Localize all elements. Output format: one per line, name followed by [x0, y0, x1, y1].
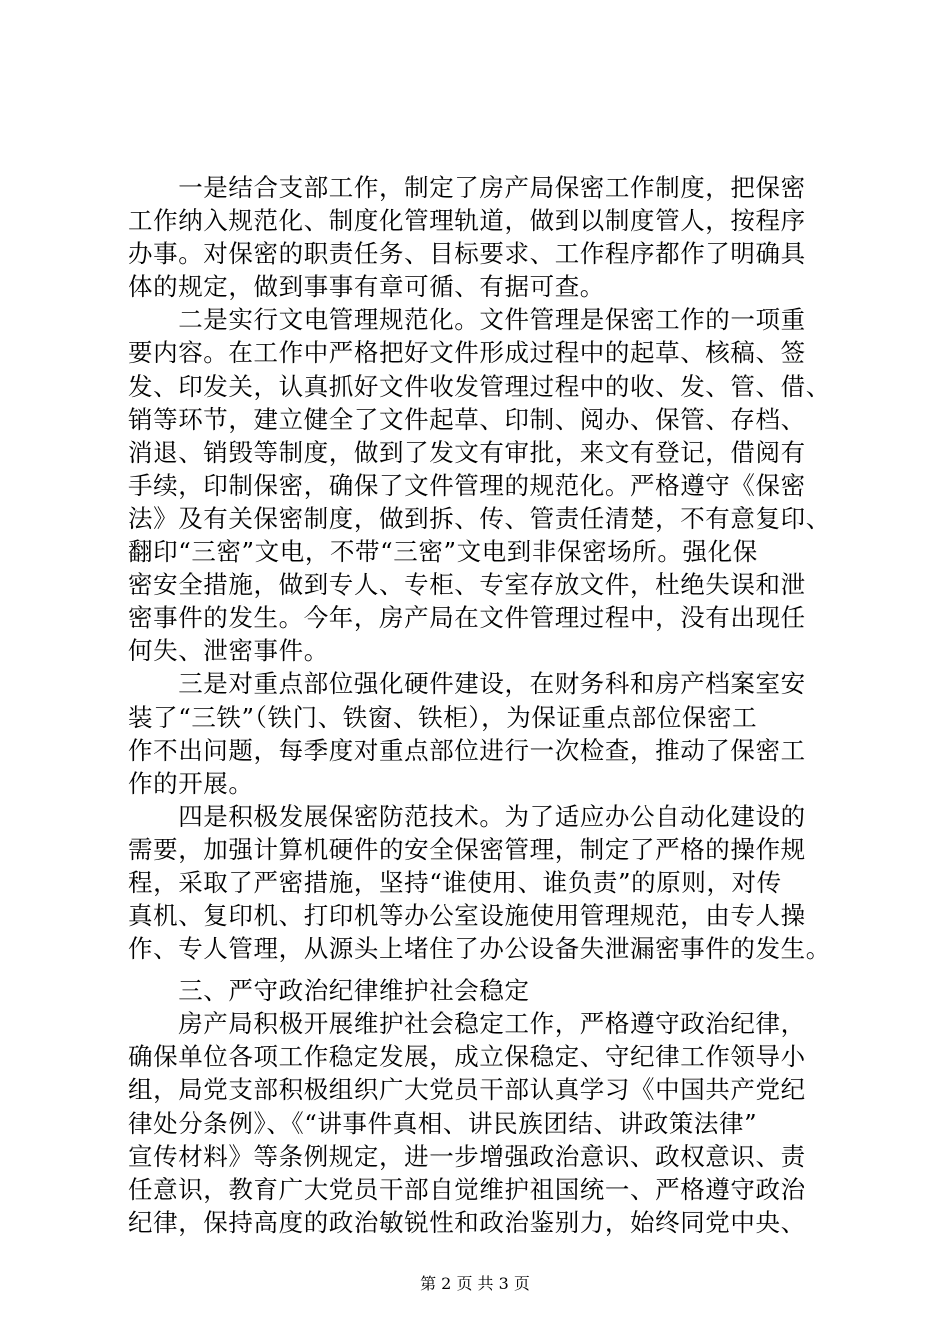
text-line: 真机、复印机、打印机等办公室设施使用管理规范，由专人操	[128, 901, 806, 931]
text-line: 需要，加强计算机硬件的安全保密管理，制定了严格的操作规	[128, 834, 806, 864]
text-line: 办事。对保密的职责任务、目标要求、工作程序都作了明确具	[128, 239, 806, 269]
text-line: 手续，印制保密，确保了文件管理的规范化。严格遵守《保密	[128, 470, 806, 500]
text-line: 密安全措施，做到专人、专柜、专室存放文件，杜绝失误和泄	[128, 570, 806, 600]
text-line: 工作纳入规范化、制度化管理轨道，做到以制度管人，按程序	[128, 206, 806, 236]
text-line: 作不出问题，每季度对重点部位进行一次检查，推动了保密工	[128, 735, 806, 765]
text-line: 装了“三铁”（铁门、铁窗、铁柜），为保证重点部位保密工	[128, 702, 758, 732]
text-line: 三是对重点部位强化硬件建设，在财务科和房产档案室安	[128, 669, 806, 699]
text-line: 消退、销毁等制度，做到了发文有审批，来文有登记，借阅有	[128, 437, 806, 467]
text-line: 一是结合支部工作，制定了房产局保密工作制度，把保密	[128, 173, 806, 202]
text-line: 体的规定，做到事事有章可循、有据可查。	[128, 272, 605, 302]
text-line: 翻印“三密”文电，不带“三密”文电到非保密场所。强化保	[128, 537, 758, 567]
text-line: 程，采取了严密措施，坚持“谁使用、谁负责”的原则，对传	[128, 867, 782, 897]
text-line: 发、印发关，认真抓好文件收发管理过程中的收、发、管、借、	[128, 371, 831, 401]
section-heading: 三、严守政治纪律维护社会稳定	[128, 976, 530, 1006]
text-line: 律处分条例》、《“讲事件真相、讲民族团结、讲政策法律”	[128, 1108, 758, 1138]
text-line: 任意识，教育广大党员干部自觉维护祖国统一、严格遵守政治	[128, 1174, 806, 1204]
text-line: 二是实行文电管理规范化。文件管理是保密工作的一项重	[128, 305, 806, 335]
text-line: 宣传材料》等条例规定，进一步增强政治意识、政权意识、责	[128, 1141, 806, 1171]
text-line: 作的开展。	[128, 768, 254, 798]
text-line: 要内容。在工作中严格把好文件形成过程中的起草、核稿、签	[128, 338, 806, 368]
text-line: 组，局党支部积极组织广大党员干部认真学习《中国共产党纪	[128, 1075, 806, 1105]
text-line: 密事件的发生。今年，房产局在文件管理过程中，没有出现任	[128, 603, 806, 633]
text-line: 纪律，保持高度的政治敏锐性和政治鉴别力，始终同党中央、	[128, 1207, 806, 1237]
text-line: 四是积极发展保密防范技术。为了适应办公自动化建设的	[128, 801, 806, 831]
page-footer: 第 2 页 共 3 页	[420, 1274, 530, 1293]
text-line: 何失、泄密事件。	[128, 636, 329, 666]
body-text	[128, 171, 831, 1239]
text-line: 作、专人管理，从源头上堵住了办公设备失泄漏密事件的发生。	[128, 934, 831, 964]
text-line: 销等环节，建立健全了文件起草、印制、阅办、保管、存档、	[128, 404, 806, 434]
text-line: 房产局积极开展维护社会稳定工作，严格遵守政治纪律，	[128, 1009, 806, 1039]
text-line: 法》及有关保密制度，做到拆、传、管责任清楚，不有意复印、	[128, 503, 831, 533]
text-line: 确保单位各项工作稳定发展，成立保稳定、守纪律工作领导小	[128, 1042, 806, 1072]
